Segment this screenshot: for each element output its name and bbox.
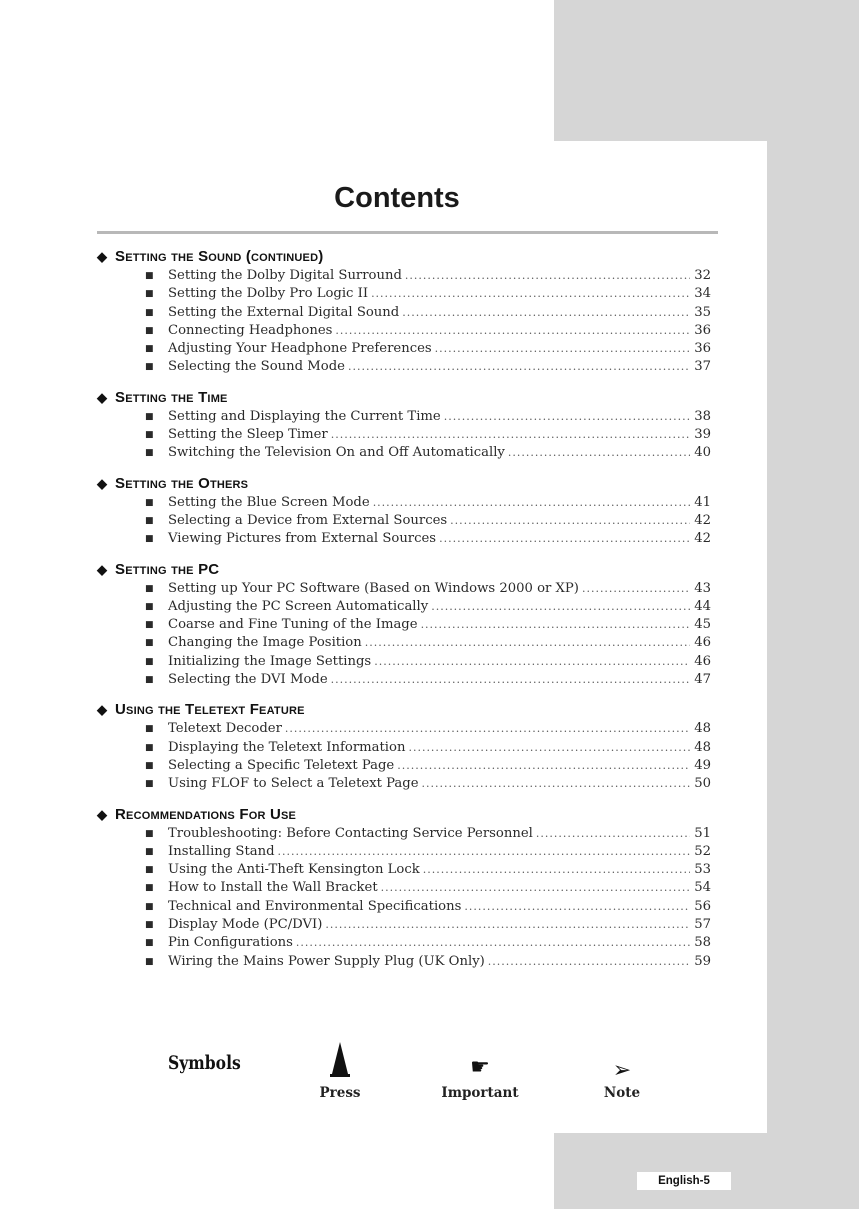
toc-page-number: 35: [694, 304, 711, 320]
toc-page-number: 49: [694, 757, 711, 773]
toc-entry-text: Adjusting the PC Screen Automatically: [168, 598, 429, 614]
toc-page-number: 34: [694, 286, 711, 302]
toc-entry-text: Wiring the Mains Power Supply Plug (UK Only): [168, 953, 485, 969]
square-bullet-icon: ■: [145, 883, 154, 894]
toc-entry: [97, 408, 717, 426]
toc-section: [97, 474, 717, 549]
toc-entry-text: Adjusting Your Headphone Preferences: [168, 341, 432, 357]
pointing-hand-icon: ☛: [470, 1055, 490, 1080]
symbol-important-label: Important: [441, 1085, 519, 1101]
toc-entry-text: Initializing the Image Settings: [168, 653, 372, 669]
square-bullet-icon: ■: [145, 307, 154, 318]
square-bullet-icon: ■: [145, 865, 154, 876]
toc-page-number: 56: [694, 898, 711, 914]
toc-entry: [97, 322, 717, 340]
square-bullet-icon: ■: [145, 534, 154, 545]
toc-entry-text: Setting the Dolby Pro Logic II: [168, 286, 369, 302]
toc-entry-text: Selecting a Specific Teletext Page: [168, 757, 395, 773]
toc-entry: [97, 720, 717, 738]
toc-entry-text: Changing the Image Position: [168, 635, 362, 651]
toc-entry-text: Connecting Headphones: [168, 322, 333, 338]
square-bullet-icon: ■: [145, 497, 154, 508]
toc-entry: [97, 340, 717, 358]
toc-page-number: 48: [694, 739, 711, 755]
square-bullet-icon: ■: [145, 920, 154, 931]
toc-entry-text: Using the Anti-Theft Kensington Lock: [168, 862, 420, 878]
toc-entry: [97, 653, 717, 671]
section-heading-text: Setting the Others: [115, 474, 249, 492]
diamond-bullet-icon: ◆: [97, 806, 108, 822]
toc-entry-text: Switching the Television On and Off Automatically: [168, 445, 505, 461]
square-bullet-icon: ■: [145, 675, 154, 686]
dot-leader: [421, 616, 690, 634]
toc-page-number: 48: [694, 721, 711, 737]
toc-page-number: 45: [694, 617, 711, 633]
square-bullet-icon: ■: [145, 742, 154, 753]
square-bullet-icon: ■: [145, 583, 154, 594]
dot-leader: [278, 843, 690, 861]
dot-leader: [381, 879, 690, 897]
square-bullet-icon: ■: [145, 779, 154, 790]
toc-entry: [97, 843, 717, 861]
toc-page-number: 50: [694, 776, 711, 792]
dot-leader: [296, 934, 690, 952]
dot-leader: [408, 739, 690, 757]
toc-section: [97, 560, 717, 690]
square-bullet-icon: ■: [145, 325, 154, 336]
toc-page-number: 37: [694, 359, 711, 375]
toc-entry: [97, 358, 717, 376]
toc-entry: [97, 616, 717, 634]
section-heading-text: Setting the Sound (continued): [115, 248, 324, 265]
toc-page-number: 58: [694, 935, 711, 951]
section-heading-text: Setting the Time: [115, 388, 228, 406]
toc-entry-text: Selecting the DVI Mode: [168, 672, 328, 688]
table-of-contents: [97, 247, 717, 982]
toc-entry-text: Setting the Dolby Digital Surround: [168, 268, 402, 283]
toc-entry-text: Setting up Your PC Software (Based on Windows 2000 or XP): [168, 580, 579, 596]
toc-page-number: 41: [694, 494, 711, 510]
toc-entry-text: Troubleshooting: Before Contacting Service Personnel: [168, 825, 533, 841]
toc-page-number: 53: [694, 862, 711, 878]
toc-entry-text: Viewing Pictures from External Sources: [168, 531, 437, 547]
toc-entry-text: Setting the External Digital Sound: [168, 304, 400, 320]
dot-leader: [348, 358, 690, 376]
toc-entry: [97, 598, 717, 616]
dot-leader: [405, 267, 690, 285]
toc-entry: [97, 757, 717, 775]
symbol-press: [310, 1040, 370, 1101]
toc-page-number: 39: [694, 427, 711, 443]
diamond-bullet-icon: ◆: [97, 389, 108, 405]
page-number-footer: English-5: [637, 1172, 731, 1190]
toc-entry: [97, 634, 717, 652]
toc-page-number: 46: [694, 635, 711, 651]
square-bullet-icon: ■: [145, 656, 154, 667]
dot-leader: [374, 653, 690, 671]
toc-entry-text: Displaying the Teletext Information: [168, 739, 406, 755]
square-bullet-icon: ■: [145, 271, 154, 281]
toc-entry: [97, 530, 717, 548]
square-bullet-icon: ■: [145, 289, 154, 300]
toc-entry-text: Teletext Decoder: [168, 721, 282, 737]
toc-page-number: 46: [694, 653, 711, 669]
symbol-note: [592, 1058, 652, 1101]
toc-entry-text: Coarse and Fine Tuning of the Image: [168, 617, 418, 633]
toc-entry: [97, 671, 717, 689]
dot-leader: [365, 634, 690, 652]
symbol-important: [440, 1055, 520, 1101]
dot-leader: [397, 757, 690, 775]
toc-entry: [97, 916, 717, 934]
toc-entry: [97, 426, 717, 444]
toc-page-number: 36: [694, 322, 711, 338]
page-title: Contents: [334, 182, 460, 214]
toc-entry: [97, 825, 717, 843]
section-heading-text: Setting the PC: [115, 560, 220, 578]
dot-leader: [536, 825, 690, 843]
section-heading-text: Using the Teletext Feature: [115, 701, 305, 719]
toc-section: [97, 247, 717, 377]
square-bullet-icon: ■: [145, 601, 154, 612]
dot-leader: [402, 304, 690, 322]
section-heading: [97, 700, 717, 720]
toc-section: [97, 700, 717, 793]
toc-entry: [97, 285, 717, 303]
dot-leader: [331, 671, 690, 689]
toc-page-number: 57: [694, 917, 711, 933]
toc-entry-text: Selecting the Sound Mode: [168, 359, 345, 375]
arrowhead-icon: ➢: [612, 1058, 632, 1083]
dot-leader: [488, 953, 690, 971]
toc-entry-text: Technical and Environmental Specifications: [168, 898, 462, 914]
section-heading-text: Recommendations For Use: [115, 805, 297, 823]
dot-leader: [373, 494, 690, 512]
section-heading: [97, 388, 717, 408]
symbol-note-label: Note: [603, 1085, 641, 1101]
diamond-bullet-icon: ◆: [97, 702, 108, 718]
toc-entry: [97, 934, 717, 952]
dot-leader: [464, 898, 690, 916]
toc-page-number: 44: [694, 598, 711, 614]
toc-entry: [97, 775, 717, 793]
square-bullet-icon: ■: [145, 846, 154, 857]
toc-entry-text: Setting and Displaying the Current Time: [168, 408, 441, 424]
square-bullet-icon: ■: [145, 638, 154, 649]
toc-entry-text: Setting the Blue Screen Mode: [168, 494, 370, 510]
toc-section: [97, 805, 717, 971]
toc-entry: [97, 879, 717, 897]
diamond-bullet-icon: ◆: [97, 249, 108, 264]
dot-leader: [439, 530, 690, 548]
dot-leader: [331, 426, 690, 444]
toc-page-number: 43: [694, 580, 711, 596]
toc-entry-text: Using FLOF to Select a Teletext Page: [168, 776, 419, 792]
toc-page-number: 59: [694, 953, 711, 969]
toc-entry: [97, 304, 717, 322]
square-bullet-icon: ■: [145, 344, 154, 355]
toc-entry-text: Pin Configurations: [168, 935, 293, 951]
dot-leader: [371, 285, 690, 303]
square-bullet-icon: ■: [145, 620, 154, 631]
toc-entry: [97, 494, 717, 512]
dot-leader: [325, 916, 690, 934]
side-band-decoration: [767, 141, 859, 1209]
square-bullet-icon: ■: [145, 901, 154, 912]
diamond-bullet-icon: ◆: [97, 561, 108, 577]
square-bullet-icon: ■: [145, 760, 154, 771]
dot-leader: [335, 322, 690, 340]
square-bullet-icon: ■: [145, 938, 154, 949]
toc-section: [97, 388, 717, 463]
section-heading: [97, 560, 717, 580]
toc-page-number: 40: [694, 445, 711, 461]
toc-page-number: 36: [694, 341, 711, 357]
toc-entry-text: How to Install the Wall Bracket: [168, 880, 378, 896]
toc-entry: [97, 861, 717, 879]
toc-page-number: 47: [694, 672, 711, 688]
square-bullet-icon: ■: [145, 362, 154, 373]
square-bullet-icon: ■: [145, 430, 154, 441]
toc-page-number: 32: [694, 268, 711, 283]
dot-leader: [422, 775, 690, 793]
toc-entry-text: Display Mode (PC/DVI): [168, 917, 323, 933]
dot-leader: [444, 408, 690, 426]
toc-entry: [97, 898, 717, 916]
square-bullet-icon: ■: [145, 411, 154, 422]
dot-leader: [435, 340, 690, 358]
dot-leader: [285, 720, 690, 738]
dot-leader: [423, 861, 690, 879]
toc-entry-text: Selecting a Device from External Sources: [168, 512, 448, 528]
section-heading: [97, 247, 717, 267]
toc-page-number: 38: [694, 408, 711, 424]
corner-decoration-bottom: [554, 1133, 859, 1209]
toc-entry-text: Installing Stand: [168, 843, 275, 859]
toc-page-number: 51: [694, 825, 711, 841]
corner-decoration-top: [554, 0, 859, 141]
toc-entry: [97, 953, 717, 971]
dot-leader: [450, 512, 690, 530]
square-bullet-icon: ■: [145, 724, 154, 735]
diamond-bullet-icon: ◆: [97, 475, 108, 491]
title-divider: [97, 231, 718, 234]
square-bullet-icon: ■: [145, 515, 154, 526]
toc-page-number: 52: [694, 843, 711, 859]
symbol-press-label: Press: [319, 1085, 361, 1101]
dot-leader: [508, 444, 690, 462]
toc-entry: [97, 444, 717, 462]
section-heading: [97, 474, 717, 494]
toc-entry-text: Setting the Sleep Timer: [168, 427, 328, 443]
toc-page-number: 54: [694, 880, 711, 896]
press-finger-icon: [310, 1040, 370, 1085]
toc-entry: [97, 512, 717, 530]
dot-leader: [431, 598, 690, 616]
symbols-label: Symbols: [168, 1052, 241, 1074]
toc-entry: [97, 267, 717, 285]
toc-entry: [97, 739, 717, 757]
toc-page-number: 42: [694, 531, 711, 547]
toc-entry: [97, 580, 717, 598]
section-heading: [97, 805, 717, 825]
square-bullet-icon: ■: [145, 448, 154, 459]
toc-page-number: 42: [694, 512, 711, 528]
square-bullet-icon: ■: [145, 828, 154, 839]
square-bullet-icon: ■: [145, 956, 154, 967]
dot-leader: [582, 580, 690, 598]
